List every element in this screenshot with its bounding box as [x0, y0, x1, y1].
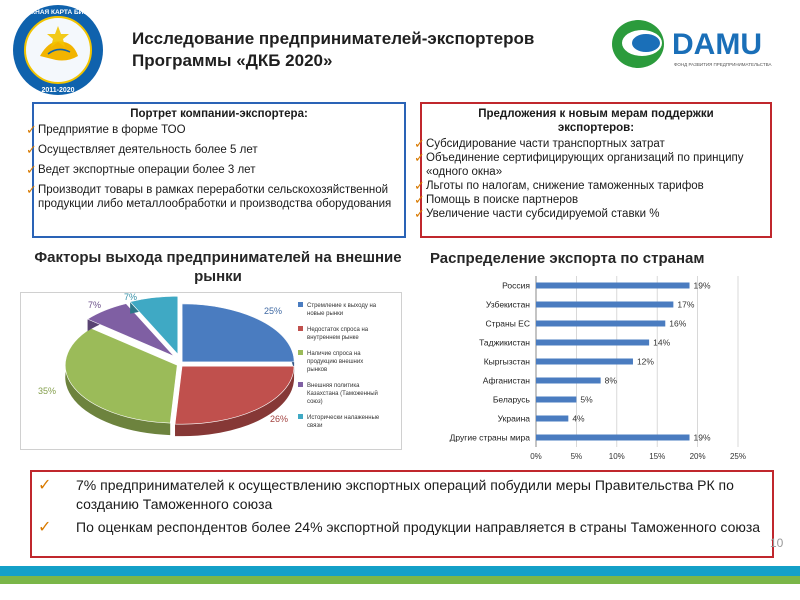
portrait-item: ✓ Ведет экспортные операции более 3 лет — [26, 162, 256, 177]
conclusions-box — [30, 470, 774, 558]
checkmark-icon: ✓ — [414, 178, 425, 193]
checkmark-icon: ✓ — [26, 122, 37, 137]
checkmark-icon: ✓ — [414, 150, 425, 165]
pie-value-label: 25% — [264, 306, 283, 316]
legend-label: внутреннем рынке — [307, 335, 359, 341]
bar-value-label: 14% — [653, 337, 671, 348]
category-label: Другие страны мира — [449, 432, 530, 443]
legend-swatch — [298, 350, 303, 355]
pie-value-label: 35% — [38, 386, 57, 396]
checkmark-icon: ✓ — [414, 192, 425, 207]
pie-chart-title: Факторы выхода предпринимателей на внешние рынки — [34, 249, 402, 285]
bar-value-label: 12% — [636, 356, 654, 367]
proposals-heading-line2: экспортеров: — [557, 122, 635, 134]
pie-value-label: 26% — [270, 414, 289, 424]
bar — [536, 321, 665, 327]
legend-label: Казахстана (Таможенный — [307, 391, 378, 397]
category-label: Страны ЕС — [485, 318, 530, 329]
proposal-item: ✓ Субсидирование части транспортных затрат — [414, 136, 665, 151]
damu-logo — [608, 16, 794, 72]
checkmark-icon: ✓ — [26, 142, 37, 157]
bar-value-label: 5% — [580, 394, 593, 405]
legend-label: новые рынки — [307, 311, 344, 317]
legend-label: рынков — [307, 367, 328, 373]
legend-swatch — [298, 326, 303, 331]
legend-swatch — [298, 382, 303, 387]
category-label: Узбекистан — [485, 299, 530, 310]
checkmark-icon: ✓ — [38, 519, 52, 536]
page-number: 10 — [770, 536, 784, 550]
portrait-list — [26, 122, 404, 211]
legend-label: Стремление к выходу на — [307, 303, 377, 309]
bar-value-label: 8% — [604, 375, 617, 386]
bar — [536, 416, 568, 422]
bar-value-label: 19% — [693, 432, 711, 443]
export-distribution-bar-chart — [416, 270, 760, 468]
legend-label: связи — [307, 423, 323, 429]
bar-chart-title: Распределение экспорта по странам — [430, 250, 705, 267]
category-label: Беларусь — [492, 394, 530, 405]
checkmark-icon: ✓ — [414, 136, 425, 151]
emblem-years: 2011-2020 — [41, 87, 75, 94]
emblem-top-text: ДОРОЖНАЯ КАРТА БИЗНЕСА — [10, 9, 106, 16]
x-tick-label: 0% — [530, 452, 542, 461]
x-tick-label: 20% — [689, 452, 706, 461]
legend-label: Исторически налаженные — [307, 415, 380, 421]
category-label: Россия — [502, 280, 530, 291]
support-proposals-box — [414, 102, 772, 238]
portrait-item: ✓ Производит товары в рамках переработки сельскохозяйственной продукции либо металлообработки и производства оборудования — [26, 182, 392, 210]
legend-label: Внешняя политика — [307, 383, 360, 389]
page-title — [132, 28, 602, 72]
exporter-portrait-box — [26, 102, 406, 238]
factors-pie-chart — [20, 292, 402, 450]
conclusion-item: ✓ 7% предпринимателей к осуществлению экспортных операций побудили меры Правительства РК по созданию Таможенного союза — [38, 477, 734, 512]
legend-swatch — [298, 414, 303, 419]
legend-label: Недостаток спроса на — [307, 327, 369, 333]
legend-label: Наличие спроса на — [307, 351, 361, 357]
x-tick-label: 25% — [729, 452, 747, 461]
category-label: Афганистан — [482, 375, 530, 386]
proposal-item: ✓ Увеличение части субсидируемой ставки % — [414, 206, 660, 221]
pie-value-label: 7% — [124, 292, 138, 302]
proposals-heading-line1: Предложения к новым мерам поддержки — [478, 108, 714, 120]
checkmark-icon: ✓ — [26, 182, 37, 197]
conclusions-list — [32, 476, 772, 537]
x-tick-label: 15% — [649, 452, 666, 461]
pie-value-label: 7% — [88, 300, 102, 310]
footer-stripe-blue — [0, 566, 800, 576]
legend-swatch — [298, 302, 303, 307]
bar — [536, 378, 601, 384]
x-tick-label: 5% — [570, 452, 583, 461]
damu-subtitle: ФОНД РАЗВИТИЯ ПРЕДПРИНИМАТЕЛЬСТВА — [674, 62, 772, 67]
damu-wordmark: DAMU — [672, 28, 762, 61]
bar — [536, 359, 633, 365]
bar — [536, 283, 690, 289]
bar — [536, 397, 576, 403]
x-tick-label: 10% — [608, 452, 625, 461]
footer-stripe-green — [0, 576, 800, 584]
legend-label: союз) — [307, 399, 323, 405]
proposal-item: ✓ Помощь в поиске партнеров — [414, 192, 579, 207]
bar — [536, 340, 649, 346]
bar-value-label: 19% — [693, 280, 711, 291]
bar-value-label: 4% — [572, 413, 585, 424]
proposals-list — [414, 136, 770, 221]
bar-value-label: 17% — [677, 299, 695, 310]
bar — [536, 302, 673, 308]
portrait-item: ✓ Осуществляет деятельность более 5 лет — [26, 142, 258, 157]
checkmark-icon: ✓ — [26, 162, 37, 177]
proposal-item: ✓ Льготы по налогам, снижение таможенных тарифов — [414, 178, 704, 193]
proposals-heading — [422, 107, 770, 135]
category-label: Украина — [497, 413, 530, 424]
page-title-line1: Исследование предпринимателей-экспортеров — [132, 29, 535, 48]
checkmark-icon: ✓ — [38, 477, 52, 494]
page-title-line2: Программы «ДКБ 2020» — [132, 51, 333, 70]
footer-stripe-white — [0, 584, 800, 600]
program-emblem-logo — [8, 2, 108, 100]
legend-label: продукцию внешних — [307, 359, 364, 365]
category-label: Таджикистан — [479, 337, 530, 348]
portrait-heading: Портрет компании-экспортера: — [130, 108, 308, 120]
conclusion-item: ✓ По оценкам респондентов более 24% экспортной продукции направляется в страны Таможенного союза — [38, 519, 761, 536]
portrait-item: ✓ Предприятие в форме ТОО — [26, 122, 186, 137]
bar — [536, 435, 690, 441]
bar-value-label: 16% — [669, 318, 687, 329]
checkmark-icon: ✓ — [414, 206, 425, 221]
proposal-item: ✓ Объединение сертифицирующих организаций по принципу «одного окна» — [414, 150, 744, 178]
category-label: Кыргызстан — [483, 356, 530, 367]
